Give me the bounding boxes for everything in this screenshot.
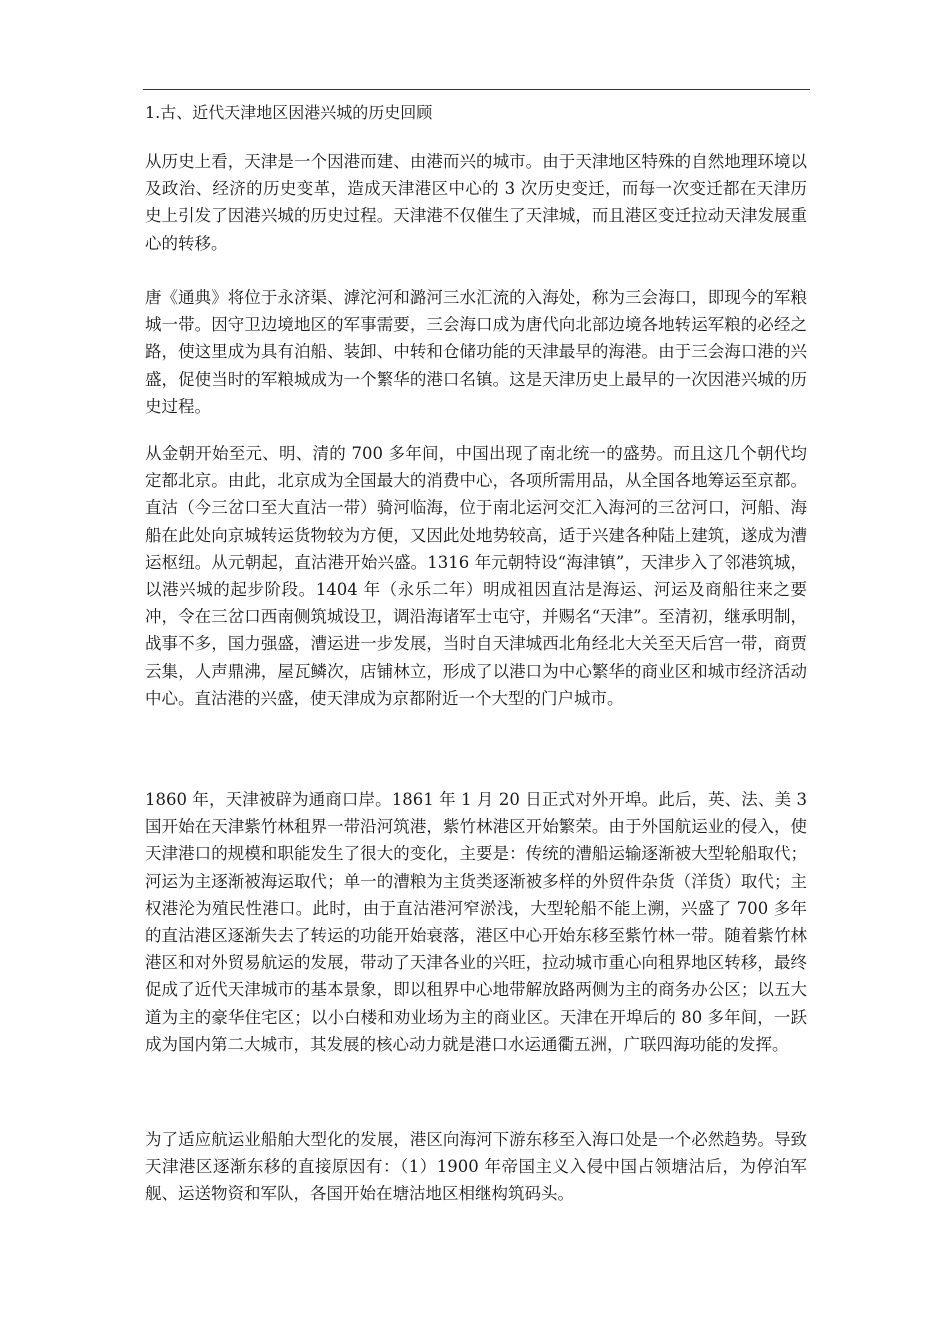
paragraph-1: 从历史上看，天津是一个因港而建、由港而兴的城市。由于天津地区特殊的自然地理环境以及政治、经济的历史变革，造成天津港区中心的 3 次历史变迁，而每一次变迁都在天津历史上引发了因港兴城的历史过程。天津港不仅催生了天津城，而且港区变迁拉动天津发展重心的转移。 bbox=[145, 152, 807, 253]
paragraph-3: 从金朝开始至元、明、清的 700 多年间，中国出现了南北统一的盛势。而且这几个朝代均定都北京。由此，北京成为全国最大的消费中心，各项所需用品，从全国各地筹运至京都。直沽（今三岔口至大直沽一带）骑河临海，位于南北运河交汇入海河的三岔河口，河船、海船在此处向京城转运货物较为方便，又因此处地势较高，适于兴建各种陆上建筑，遂成为漕运枢纽。从元朝起，直沽港开始兴盛。1316 年元朝特设“海津镇”，天津步入了邻港筑城，以港兴城的起步阶段。1404 年（永乐二年）明成祖因直沽是海运、河运及商船往来之要冲，令在三岔口西南侧筑城设卫，调沿海诸军士屯守，并赐名“天津”。至清初，继承明制，战事不多，国力强盛，漕运进一步发展，当时自天津城西北角经北大关至天后宫一带，商贾云集，人声鼎沸，屋瓦鳞次，店铺林立，形成了以港口为中心繁华的商业区和城市经济活动中心。直沽港的兴盛，使天津成为京都附近一个大型的门户城市。 bbox=[145, 444, 807, 708]
paragraph-2: 唐《通典》将位于永济渠、滹沱河和潞河三水汇流的入海处，称为三会海口，即现今的军粮城一带。因守卫边境地区的军事需要，三会海口成为唐代向北部边境各地转运军粮的必经之路，使这里成为具有泊船、装卸、中转和仓储功能的天津最早的海港。由于三会海口港的兴盛，促使当时的军粮城成为一个繁华的港口名镇。这是天津历史上最早的一次因港兴城的历史过程。 bbox=[145, 288, 807, 416]
header-rule bbox=[143, 89, 810, 90]
paragraph-5: 为了适应航运业船舶大型化的发展，港区向海河下游东移至入海口处是一个必然趋势。导致天津港区逐渐东移的直接原因有：（1）1900 年帝国主义入侵中国占领塘沽后，为停泊军舰、运送物资和军队，各国开始在塘沽地区相继构筑码头。 bbox=[145, 1130, 807, 1204]
section-heading: 1.古、近代天津地区因港兴城的历史回顾 bbox=[145, 103, 433, 122]
paragraph-4: 1860 年，天津被辟为通商口岸。1861 年 1 月 20 日正式对外开埠。此后，英、法、美 3 国开始在天津紫竹林租界一带沿河筑港，紫竹林港区开始繁荣。由于外国航运业的侵入，使天津港口的规模和职能发生了很大的变化，主要是：传统的漕船运输逐渐被大型轮船取代；河运为主逐渐被海运取代；单一的漕粮为主货类逐渐被多样的外贸件杂货（洋货）取代；主权港沦为殖民性港口。此时，由于直沽港河窄淤浅，大型轮船不能上溯，兴盛了 700 多年的直沽港区逐渐失去了转运的功能开始衰落，港区中心开始东移至紫竹林一带。随着紫竹林港区和对外贸易航运的发展，带动了天津各业的兴旺，拉动城市重心向租界地区转移，最终促成了近代天津城市的基本景象，即以租界中心地带解放路两侧为主的商务办公区；以五大道为主的豪华住宅区；以小白楼和劝业场为主的商业区。天津在开埠后的 80 多年间，一跃成为国内第二大城市，其发展的核心动力就是港口水运通衢五洲，广联四海功能的发挥。 bbox=[145, 790, 807, 1054]
